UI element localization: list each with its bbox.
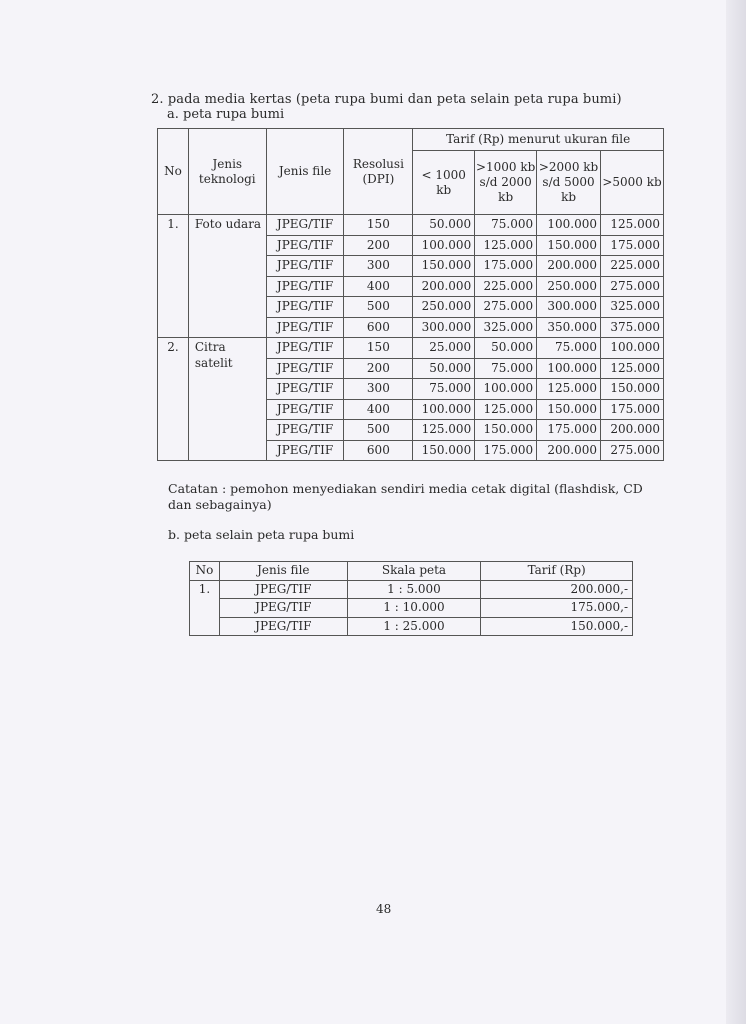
cell-tarif-lt1000: 50.000: [413, 215, 475, 236]
cell-skala-peta: 1 : 10.000: [347, 599, 481, 618]
cell-tarif-gt5000: 275.000: [601, 440, 664, 461]
header-tarif: Tarif (Rp): [481, 562, 633, 581]
cell-jenis-file: JPEG/TIF: [266, 256, 344, 277]
cell-tarif: 175.000,-: [481, 599, 633, 618]
cell-jenis-file: JPEG/TIF: [266, 399, 344, 420]
header-no: No: [158, 129, 189, 215]
cell-tarif-gt5000: 225.000: [601, 256, 664, 277]
header-no: No: [190, 562, 220, 581]
catatan-note: Catatan : pemohon menyediakan sendiri media cetak digital (flashdisk, CD dan sebagainya): [168, 481, 643, 512]
cell-jenis-file: JPEG/TIF: [266, 338, 344, 359]
cell-tarif-gt5000: 175.000: [601, 235, 664, 256]
table-row: [190, 580, 633, 599]
row-teknologi: Citra satelit: [188, 338, 266, 461]
cell-tarif-2000-5000: 125.000: [537, 379, 601, 400]
cell-tarif-2000-5000: 150.000: [537, 399, 601, 420]
table-row: [158, 338, 664, 359]
cell-resolusi: 200: [344, 358, 413, 379]
header-skala-peta: Skala peta: [347, 562, 481, 581]
cell-jenis-file: JPEG/TIF: [266, 317, 344, 338]
table-a-body: [158, 215, 664, 461]
cell-tarif-2000-5000: 175.000: [537, 420, 601, 441]
section-heading-2: 2. pada media kertas (peta rupa bumi dan peta selain peta rupa bumi): [151, 92, 622, 107]
cell-tarif-gt5000: 175.000: [601, 399, 664, 420]
cell-tarif: 200.000,-: [481, 580, 633, 599]
cell-skala-peta: 1 : 5.000: [347, 580, 481, 599]
header-size-col: >5000 kb: [601, 151, 664, 215]
cell-tarif-lt1000: 300.000: [413, 317, 475, 338]
cell-resolusi: 150: [344, 215, 413, 236]
cell-jenis-file: JPEG/TIF: [219, 617, 347, 636]
cell-tarif-1000-2000: 100.000: [475, 379, 537, 400]
cell-tarif-gt5000: 200.000: [601, 420, 664, 441]
cell-tarif-2000-5000: 150.000: [537, 235, 601, 256]
tariff-table-peta-selain: [189, 561, 633, 636]
cell-tarif-1000-2000: 225.000: [475, 276, 537, 297]
cell-tarif-1000-2000: 50.000: [475, 338, 537, 359]
cell-resolusi: 500: [344, 297, 413, 318]
cell-jenis-file: JPEG/TIF: [266, 440, 344, 461]
cell-tarif-lt1000: 200.000: [413, 276, 475, 297]
subheading-b: b. peta selain peta rupa bumi: [168, 527, 355, 542]
header-size-col: < 1000 kb: [413, 151, 475, 215]
cell-tarif-lt1000: 25.000: [413, 338, 475, 359]
cell-jenis-file: JPEG/TIF: [266, 358, 344, 379]
cell-tarif-2000-5000: 200.000: [537, 440, 601, 461]
cell-skala-peta: 1 : 25.000: [347, 617, 481, 636]
cell-tarif-lt1000: 150.000: [413, 440, 475, 461]
cell-tarif-gt5000: 100.000: [601, 338, 664, 359]
cell-resolusi: 150: [344, 338, 413, 359]
header-jenis-file: Jenis file: [266, 129, 344, 215]
cell-tarif-1000-2000: 175.000: [475, 440, 537, 461]
cell-tarif-2000-5000: 100.000: [537, 215, 601, 236]
cell-jenis-file: JPEG/TIF: [219, 580, 347, 599]
cell-tarif-gt5000: 375.000: [601, 317, 664, 338]
row-number: 2.: [158, 338, 189, 461]
cell-tarif-2000-5000: 300.000: [537, 297, 601, 318]
cell-tarif-1000-2000: 175.000: [475, 256, 537, 277]
table-b-body: [190, 580, 633, 636]
cell-tarif-lt1000: 100.000: [413, 235, 475, 256]
cell-tarif-lt1000: 50.000: [413, 358, 475, 379]
cell-tarif-2000-5000: 75.000: [537, 338, 601, 359]
cell-tarif-gt5000: 325.000: [601, 297, 664, 318]
header-tarif-group: Tarif (Rp) menurut ukuran file: [413, 129, 664, 151]
cell-jenis-file: JPEG/TIF: [219, 599, 347, 618]
cell-tarif-gt5000: 125.000: [601, 215, 664, 236]
scan-page-edge: [726, 0, 746, 1024]
cell-jenis-file: JPEG/TIF: [266, 379, 344, 400]
cell-tarif-lt1000: 100.000: [413, 399, 475, 420]
cell-jenis-file: JPEG/TIF: [266, 297, 344, 318]
subheading-a: a. peta rupa bumi: [167, 107, 285, 122]
cell-tarif-lt1000: 250.000: [413, 297, 475, 318]
cell-jenis-file: JPEG/TIF: [266, 215, 344, 236]
cell-tarif-gt5000: 125.000: [601, 358, 664, 379]
cell-resolusi: 300: [344, 379, 413, 400]
cell-tarif-2000-5000: 250.000: [537, 276, 601, 297]
cell-resolusi: 500: [344, 420, 413, 441]
cell-tarif-lt1000: 125.000: [413, 420, 475, 441]
header-jenis-teknologi: Jenis teknologi: [188, 129, 266, 215]
cell-resolusi: 400: [344, 399, 413, 420]
row-number: 1.: [190, 580, 220, 636]
cell-tarif-1000-2000: 125.000: [475, 399, 537, 420]
cell-tarif-2000-5000: 100.000: [537, 358, 601, 379]
cell-tarif-1000-2000: 150.000: [475, 420, 537, 441]
cell-resolusi: 600: [344, 317, 413, 338]
cell-tarif-gt5000: 275.000: [601, 276, 664, 297]
cell-tarif-1000-2000: 75.000: [475, 215, 537, 236]
page-number: 48: [376, 902, 392, 916]
cell-resolusi: 300: [344, 256, 413, 277]
cell-tarif-gt5000: 150.000: [601, 379, 664, 400]
cell-resolusi: 600: [344, 440, 413, 461]
header-jenis-file: Jenis file: [219, 562, 347, 581]
cell-tarif-1000-2000: 75.000: [475, 358, 537, 379]
cell-jenis-file: JPEG/TIF: [266, 235, 344, 256]
cell-jenis-file: JPEG/TIF: [266, 420, 344, 441]
tariff-table-peta-rupa-bumi: [157, 128, 664, 461]
row-number: 1.: [158, 215, 189, 338]
row-teknologi: Foto udara: [188, 215, 266, 338]
cell-tarif-1000-2000: 125.000: [475, 235, 537, 256]
cell-resolusi: 400: [344, 276, 413, 297]
cell-tarif-lt1000: 75.000: [413, 379, 475, 400]
cell-resolusi: 200: [344, 235, 413, 256]
cell-tarif-2000-5000: 350.000: [537, 317, 601, 338]
table-row: [158, 215, 664, 236]
cell-jenis-file: JPEG/TIF: [266, 276, 344, 297]
cell-tarif: 150.000,-: [481, 617, 633, 636]
cell-tarif-lt1000: 150.000: [413, 256, 475, 277]
header-resolusi: Resolusi (DPI): [344, 129, 413, 215]
table-row: [190, 599, 633, 618]
table-row: [190, 617, 633, 636]
header-size-col: >2000 kb s/d 5000 kb: [537, 151, 601, 215]
cell-tarif-2000-5000: 200.000: [537, 256, 601, 277]
cell-tarif-1000-2000: 325.000: [475, 317, 537, 338]
header-size-col: >1000 kb s/d 2000 kb: [475, 151, 537, 215]
cell-tarif-1000-2000: 275.000: [475, 297, 537, 318]
